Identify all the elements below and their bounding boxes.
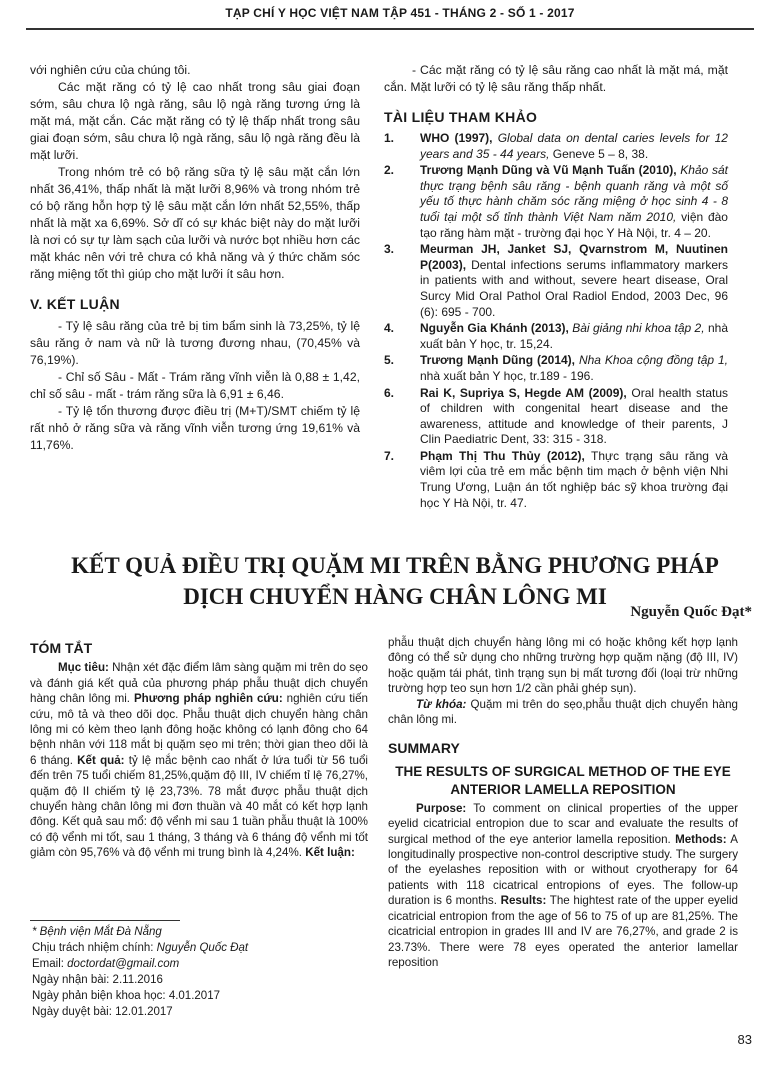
summary-heading: SUMMARY [388, 740, 460, 757]
abstract-text: A longitudinally prospective non-control descriptive study. The surgery of the eyelashes reposition with or without cryotherapy for 64 patients with 118 cicatrical entropions of eyes. The follow-up duration is 6 months. [388, 832, 738, 908]
reference-item [384, 321, 728, 352]
keywords-label: Từ khóa: [416, 697, 467, 711]
reference-auth: WHO (1997), [420, 131, 493, 145]
reference-num: 6. [384, 385, 395, 400]
footnote-accepted: Ngày duyệt bài: 12.01.2017 [32, 1006, 173, 1018]
footnote-affiliation: * Bệnh viện Mắt Đà Nẵng [32, 926, 162, 938]
body-paragraph: - Các mặt răng có tỷ lệ sâu răng cao nhất là mặt má, mặt cắn. Mặt lưỡi có tỷ lệ sâu răng thấp nhất. [384, 63, 728, 94]
reference-rest: Dental infections serums inflammatory markers in patients with and without, severe heart disease, Oral Surcy Mid Oral Pathol Oral Radiol Endod, 2003 Dec, 96 (6): 695 - 700. [420, 257, 728, 319]
reference-rest: Oral health status of children with congenital heart disease and the awareness, attitude and knowledge of their parents, J Clin Paediatric Dent, 33: 315 - 318. [420, 385, 728, 447]
abstract-label: Kết luận: [305, 846, 355, 860]
reference-auth: Trương Mạnh Dũng và Vũ Mạnh Tuấn (2010), [420, 163, 677, 178]
reference-it: Bài giảng nhi khoa tập 2, [572, 321, 705, 336]
abstract-label: Results: [500, 894, 547, 908]
abstract-text: Nhận xét đặc điểm lâm sàng quặm mi trên do sẹo và đánh giá kết quả của phương pháp phẫu thuật dịch chuyển hàng chân lông mi. [30, 661, 368, 706]
page-number: 83 [737, 1032, 752, 1047]
article-title-line: KẾT QUẢ ĐIỀU TRỊ QUẶM MI TRÊN BẰNG PHƯƠNG PHÁP [71, 553, 719, 578]
reference-it: Nha Khoa cộng đồng tập 1, [578, 353, 728, 368]
reference-num: 1. [384, 131, 395, 145]
reference-num: 3. [384, 242, 395, 257]
footnote-value: Nguyễn Quốc Đạt [156, 942, 249, 954]
reference-it: Khảo sát thực trạng bệnh sâu răng - bệnh quanh răng và một số yếu tố thực hành chăm sóc răng miệng ở học sinh 4 - 8 tuổi tại một số tỉnh thành Việt Nam năm 2010, [420, 163, 728, 224]
footnote [32, 924, 362, 1020]
article-title-line: DỊCH CHUYỂN HÀNG CHÂN LÔNG MI [183, 584, 607, 609]
reference-rest: Geneve 5 – 8, 38. [552, 146, 649, 161]
abstract-label: Phương pháp nghiên cứu: [133, 692, 283, 706]
abstract-en-paragraph [388, 801, 738, 970]
abstract-vi-paragraph [30, 660, 368, 860]
reference-it: Global data on dental caries levels for 12 years and 35 - 44 years, [420, 131, 728, 161]
abstract-label: Mục tiêu: [58, 661, 109, 675]
article-title [70, 550, 720, 612]
abstract-text: nghiên cứu tiến cứu, mô tả và theo dõi dọc. Phẫu thuật dịch chuyển hàng chân lông mi có kèm theo lạnh đông hoặc không có lạnh đông cho 64 bệnh nhân với 118 mắt bị quặm sẹo mi trên; thời gian theo dõi là 6 tháng. [30, 692, 368, 767]
abstract-heading: TÓM TẮT [30, 640, 93, 656]
footnote-value: doctordat@gmail.com [67, 958, 180, 970]
header-rule [26, 28, 754, 30]
reference-rest: nhà xuất bản Y học, tr. 15,24. [420, 321, 728, 351]
reference-list [384, 131, 728, 511]
reference-rest: viện đào tạo răng hàm mặt - trường đại học Y Hà Nội, tr. 4 – 20. [420, 209, 728, 240]
abstract-vi-continuation: phẫu thuật dịch chuyển hàng lông mi có hoặc không kết hợp lạnh đông có thể sử dụng cho những trường hợp quặm nặng (độ III, IV) hoặc quặm tái phát, tình trạng sụn bị mất tương đối (loại trừ những trường hợp teo sụn hơn 1/2 cần phải ghép sụn). [388, 636, 738, 696]
footnote-rule [30, 920, 180, 921]
footnote-label: Email: [32, 958, 68, 970]
running-header: TẠP CHÍ Y HỌC VIỆT NAM TẬP 451 - THÁNG 2 - SỐ 1 - 2017 [225, 6, 575, 20]
footnote-responsible [32, 940, 362, 956]
abstract-text: tỷ lệ mắc bệnh cao nhất ở lứa tuổi từ 56 tuổi đến trên 75 tuổi chiếm 81,25%,quặm độ III, IV chiếm tỉ lệ 76,27%, quặm độ II chiếm tỷ lệ 23,73%. 78 mắt được phẫu thuật dịch chuyển hàng chân lông mi đơn thuần và 40 mắt có kết hợp lạnh đông. Kết quả sau mổ: độ vểnh mi sau 1 tuần phẫu thuật là 100% có độ vểnh mi tốt, sau 1 tháng, 3 tháng và 6 tháng độ vểnh mi tốt giảm còn 95,76% và độ vểnh mi trung bình là 4,24%. [30, 753, 368, 860]
footnote-received: Ngày nhận bài: 2.11.2016 [32, 974, 163, 986]
reference-auth: Rai K, Supriya S, Hegde AM (2009), [420, 385, 627, 400]
footnote-reviewed: Ngày phản biện khoa học: 4.01.2017 [32, 990, 220, 1002]
reference-auth: Nguyễn Gia Khánh (2013), [420, 321, 569, 336]
footnote-label: Chịu trách nhiệm chính: [32, 942, 157, 954]
reference-item [384, 353, 728, 384]
reference-rest: Thực trạng sâu răng và viêm lợi của trẻ em mắc bệnh tim mạch ở bệnh viện Nhi Trung Ương, Luận án tốt nghiệp bác sỹ khoa trường đại học Y Hà Nội, tr. 47. [420, 448, 728, 510]
reference-item [384, 386, 728, 448]
abstract-vi-column [30, 635, 368, 861]
reference-item [384, 163, 728, 241]
abstract-text: The hightest rate of the upper eyelid cicatricial entropion from the age of 56 to 75 of up are 81,25%. The cicatricial entropion in grades III and IV are 76,27%, and grade 2 is 23.73%. There were 78 eyes operated the anterior lamellar reposition [388, 894, 738, 969]
keywords [388, 697, 738, 728]
abstract-label: Purpose: [416, 801, 467, 815]
conclusion-item: - Chỉ số Sâu - Mất - Trám răng vĩnh viễn là 0,88 ± 1,42, chỉ số sâu - mất - trám răng sữa là 6,91 ± 6,46. [30, 370, 360, 401]
body-paragraph: với nghiên cứu của chúng tôi. [30, 63, 191, 77]
reference-auth: Phạm Thị Thu Thủy (2012), [420, 448, 585, 463]
keywords-text: Quặm mi trên do sẹo,phẫu thuật dịch chuyển hàng chân lông mi. [388, 697, 738, 727]
reference-num: 2. [384, 163, 395, 178]
article-author: Nguyễn Quốc Đạt* [630, 604, 752, 620]
reference-item [384, 449, 728, 511]
conclusion-item: - Tỷ lệ tổn thương được điều trị (M+T)/SMT chiếm tỷ lệ rất nhỏ ở răng sữa và răng vĩnh viễn tương ứng 19,61% và 11,76%. [30, 404, 360, 452]
abstract-en-column [388, 635, 738, 970]
reference-auth: Trương Mạnh Dũng (2014), [420, 353, 575, 368]
english-title: THE RESULTS OF SURGICAL METHOD OF THE EYE ANTERIOR LAMELLA REPOSITION [395, 763, 731, 797]
reference-auth: Meurman JH, Janket SJ, Qvarnstrom M, Nuutinen P(2003), [420, 242, 728, 272]
conclusion-heading: V. KẾT LUẬN [30, 296, 120, 312]
abstract-text: To comment on clinical properties of the upper eyelid cicatricial entropion due to scar and evaluate the results of surgical method of the eye anterior lamella reposition. [388, 801, 738, 846]
body-paragraph: Trong nhóm trẻ có bộ răng sữa tỷ lệ sâu mặt cắn lớn nhất 36,41%, thấp nhất là mặt lưỡi 8,96% và trong nhóm trẻ có bộ răng hỗn hợp tỷ lệ sâu mặt cắn lớn nhất 52,55%, thấp nhất là mặt xa 6,69%. Sở dĩ có sự khác biệt này do mặt lưỡi là nơi có sự tự làm sạch của lưỡi và nước bọt nhiều hơn các mặt khác nên với trẻ chưa có khả năng và ý thức chăm sóc răng miệng tốt thì giúp cho mặt lưỡi ít sâu hơn. [30, 165, 360, 281]
abstract-label: Kết quả: [77, 753, 125, 767]
reference-item [384, 131, 728, 162]
reference-num: 5. [384, 353, 395, 368]
prev-article-left-column [30, 62, 360, 454]
reference-item [384, 242, 728, 320]
body-paragraph: Các mặt răng có tỷ lệ cao nhất trong sâu giai đoạn sớm, sâu chưa lộ ngà răng, sâu lộ ngà răng tương ứng là mặt má, mặt cắn. Các mặt răng có tỷ lệ thấp nhất trong sâu giai đoạn sớm, sâu chưa lộ ngà răng, sâu lộ ngà răng đều là mặt lưỡi. [30, 80, 360, 162]
reference-rest: nhà xuất bản Y học, tr.189 - 196. [420, 368, 594, 383]
prev-article-right-column [384, 62, 728, 512]
references-heading: TÀI LIỆU THAM KHẢO [384, 109, 538, 125]
reference-num: 4. [384, 321, 395, 336]
reference-num: 7. [384, 448, 395, 463]
conclusion-item: - Tỷ lệ sâu răng của trẻ bị tim bẩm sinh là 73,25%, tỷ lệ sâu răng ở nam và nữ là tương đương nhau, (70,45% và 76,19%). [30, 319, 360, 367]
footnote-email [32, 956, 362, 972]
abstract-label: Methods: [675, 832, 727, 846]
